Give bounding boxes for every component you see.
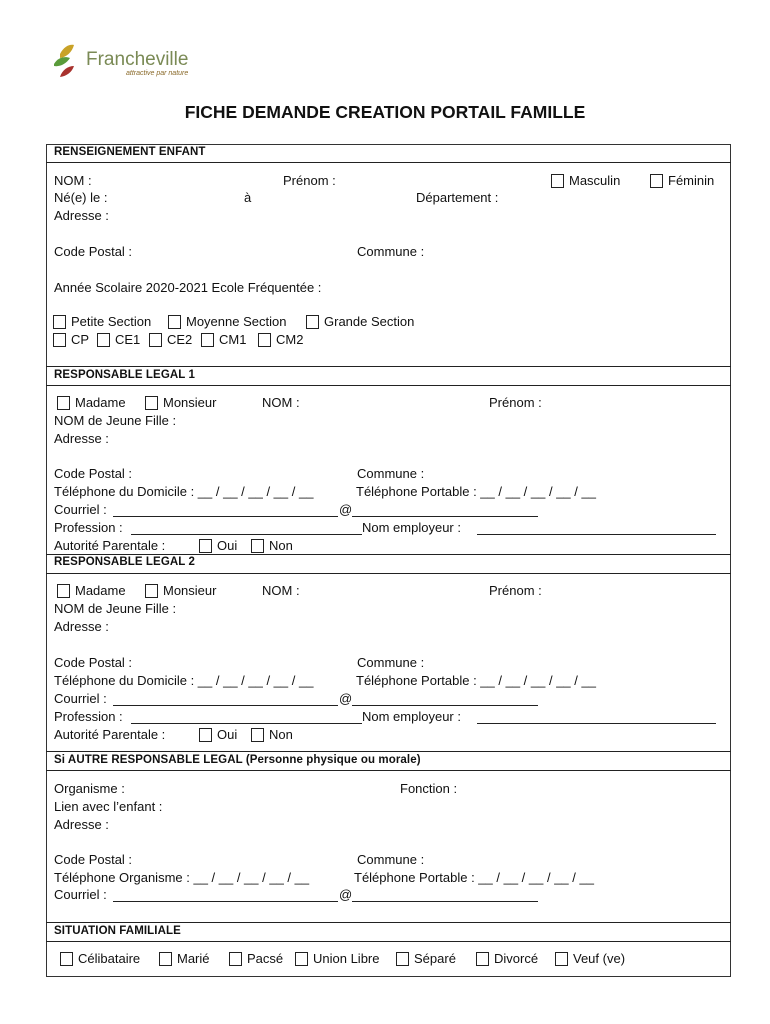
label-monsieur-2: Monsieur bbox=[163, 583, 217, 598]
section-header-resp2: RESPONSABLE LEGAL 2 bbox=[54, 556, 195, 568]
label-tel-organisme: Téléphone Organisme : __ / __ / __ / __ / __ bbox=[54, 870, 310, 885]
label-code-postal-1: Code Postal : bbox=[54, 466, 133, 481]
label-divorce: Divorcé bbox=[494, 951, 539, 966]
label-ne-le: Né(e) le : bbox=[54, 190, 108, 205]
divider bbox=[46, 573, 731, 574]
label-tel-domicile-1: Téléphone du Domicile : __ / __ / __ / __ / __ bbox=[54, 484, 314, 499]
checkbox-masculin[interactable] bbox=[551, 174, 564, 188]
profession-line-2[interactable] bbox=[131, 723, 362, 724]
label-nom: NOM : bbox=[54, 173, 92, 188]
checkbox-veuf[interactable] bbox=[555, 952, 568, 966]
label-courriel-1: Courriel : bbox=[54, 502, 107, 517]
logo-name: Francheville bbox=[86, 49, 189, 70]
section-header-enfant: RENSEIGNEMENT ENFANT bbox=[54, 146, 206, 158]
logo-tagline: attractive par nature bbox=[126, 70, 189, 77]
divider bbox=[46, 366, 731, 367]
courriel-line-1[interactable] bbox=[113, 516, 338, 517]
label-ce2: CE2 bbox=[167, 332, 193, 347]
checkbox-divorce[interactable] bbox=[476, 952, 489, 966]
checkbox-marie[interactable] bbox=[159, 952, 172, 966]
divider bbox=[46, 770, 731, 771]
checkbox-monsieur-2[interactable] bbox=[145, 584, 158, 598]
label-organisme: Organisme : bbox=[54, 781, 125, 796]
label-feminin: Féminin bbox=[668, 173, 715, 188]
label-cm2: CM2 bbox=[276, 332, 304, 347]
label-prenom-2: Prénom : bbox=[489, 583, 542, 598]
label-adresse-2: Adresse : bbox=[54, 619, 109, 634]
courriel-line-autre[interactable] bbox=[113, 901, 338, 902]
checkbox-madame-1[interactable] bbox=[57, 396, 70, 410]
label-profession-1: Profession : bbox=[54, 520, 123, 535]
section-header-resp1: RESPONSABLE LEGAL 1 bbox=[54, 369, 195, 381]
checkbox-cm1[interactable] bbox=[201, 333, 214, 347]
profession-line-1[interactable] bbox=[131, 534, 362, 535]
label-non-1: Non bbox=[269, 538, 293, 553]
courriel-domain-line-2[interactable] bbox=[352, 705, 538, 706]
divider bbox=[46, 385, 731, 386]
label-adresse-1: Adresse : bbox=[54, 431, 109, 446]
label-moyenne-section: Moyenne Section bbox=[186, 314, 287, 329]
label-nom-2: NOM : bbox=[262, 583, 300, 598]
label-prenom: Prénom : bbox=[283, 173, 336, 188]
label-annee-scolaire: Année Scolaire 2020-2021 Ecole Fréquentée : bbox=[54, 280, 322, 295]
label-courriel-autre: Courriel : bbox=[54, 887, 107, 902]
label-at-2: @ bbox=[339, 691, 353, 706]
label-code-postal: Code Postal : bbox=[54, 244, 133, 259]
label-autorite-2: Autorité Parentale : bbox=[54, 727, 166, 742]
divider bbox=[46, 941, 731, 942]
label-nom-1: NOM : bbox=[262, 395, 300, 410]
label-autorite-1: Autorité Parentale : bbox=[54, 538, 166, 553]
label-pacse: Pacsé bbox=[247, 951, 284, 966]
label-masculin: Masculin bbox=[569, 173, 621, 188]
section-header-situation: SITUATION FAMILIALE bbox=[54, 925, 181, 937]
label-separe: Séparé bbox=[414, 951, 456, 966]
label-code-postal-autre: Code Postal : bbox=[54, 852, 133, 867]
checkbox-pacse[interactable] bbox=[229, 952, 242, 966]
label-madame-2: Madame bbox=[75, 583, 126, 598]
divider bbox=[46, 554, 731, 555]
checkbox-ce1[interactable] bbox=[97, 333, 110, 347]
label-employeur-1: Nom employeur : bbox=[362, 520, 461, 535]
label-madame-1: Madame bbox=[75, 395, 126, 410]
checkbox-ce2[interactable] bbox=[149, 333, 162, 347]
label-oui-2: Oui bbox=[217, 727, 238, 742]
label-employeur-2: Nom employeur : bbox=[362, 709, 461, 724]
checkbox-moyenne-section[interactable] bbox=[168, 315, 181, 329]
label-marie: Marié bbox=[177, 951, 210, 966]
label-code-postal-2: Code Postal : bbox=[54, 655, 133, 670]
label-commune-1: Commune : bbox=[357, 466, 425, 481]
label-cm1: CM1 bbox=[219, 332, 247, 347]
employeur-line-2[interactable] bbox=[477, 723, 716, 724]
checkbox-non-2[interactable] bbox=[251, 728, 264, 742]
label-a: à bbox=[244, 190, 252, 205]
label-tel-domicile-2: Téléphone du Domicile : __ / __ / __ / __ / __ bbox=[54, 673, 314, 688]
checkbox-celibataire[interactable] bbox=[60, 952, 73, 966]
label-courriel-2: Courriel : bbox=[54, 691, 107, 706]
employeur-line-1[interactable] bbox=[477, 534, 716, 535]
label-adresse: Adresse : bbox=[54, 208, 109, 223]
label-prenom-1: Prénom : bbox=[489, 395, 542, 410]
label-tel-portable-1: Téléphone Portable : __ / __ / __ / __ / __ bbox=[356, 484, 596, 499]
checkbox-oui-1[interactable] bbox=[199, 539, 212, 553]
checkbox-non-1[interactable] bbox=[251, 539, 264, 553]
label-grande-section: Grande Section bbox=[324, 314, 415, 329]
checkbox-cp[interactable] bbox=[53, 333, 66, 347]
checkbox-oui-2[interactable] bbox=[199, 728, 212, 742]
label-union-libre: Union Libre bbox=[313, 951, 380, 966]
checkbox-separe[interactable] bbox=[396, 952, 409, 966]
label-tel-portable-2: Téléphone Portable : __ / __ / __ / __ / __ bbox=[356, 673, 596, 688]
divider bbox=[46, 751, 731, 752]
courriel-line-2[interactable] bbox=[113, 705, 338, 706]
courriel-domain-line-1[interactable] bbox=[352, 516, 538, 517]
label-veuf: Veuf (ve) bbox=[573, 951, 626, 966]
label-adresse-autre: Adresse : bbox=[54, 817, 109, 832]
label-commune-2: Commune : bbox=[357, 655, 425, 670]
checkbox-cm2[interactable] bbox=[258, 333, 271, 347]
divider bbox=[46, 922, 731, 923]
label-petite-section: Petite Section bbox=[71, 314, 152, 329]
label-at-1: @ bbox=[339, 502, 353, 517]
section-header-autre: Si AUTRE RESPONSABLE LEGAL (Personne physique ou morale) bbox=[54, 754, 421, 766]
logo bbox=[50, 44, 210, 84]
label-cp: CP bbox=[71, 332, 90, 347]
divider bbox=[46, 162, 731, 163]
checkbox-feminin[interactable] bbox=[650, 174, 663, 188]
label-oui-1: Oui bbox=[217, 538, 238, 553]
leaf-logo-icon bbox=[50, 44, 84, 80]
label-ce1: CE1 bbox=[115, 332, 141, 347]
label-fonction: Fonction : bbox=[400, 781, 458, 796]
label-tel-portable-autre: Téléphone Portable : __ / __ / __ / __ / __ bbox=[354, 870, 594, 885]
page-title: FICHE DEMANDE CREATION PORTAIL FAMILLE bbox=[184, 102, 586, 122]
label-commune: Commune : bbox=[357, 244, 425, 259]
label-departement: Département : bbox=[416, 190, 499, 205]
label-jeune-fille-1: NOM de Jeune Fille : bbox=[54, 413, 177, 428]
label-commune-autre: Commune : bbox=[357, 852, 425, 867]
courriel-domain-line-autre[interactable] bbox=[352, 901, 538, 902]
checkbox-grande-section[interactable] bbox=[306, 315, 319, 329]
checkbox-union-libre[interactable] bbox=[295, 952, 308, 966]
label-lien-enfant: Lien avec l’enfant : bbox=[54, 799, 163, 814]
label-jeune-fille-2: NOM de Jeune Fille : bbox=[54, 601, 177, 616]
label-celibataire: Célibataire bbox=[78, 951, 141, 966]
label-monsieur-1: Monsieur bbox=[163, 395, 217, 410]
checkbox-petite-section[interactable] bbox=[53, 315, 66, 329]
label-non-2: Non bbox=[269, 727, 293, 742]
label-at-autre: @ bbox=[339, 887, 353, 902]
checkbox-monsieur-1[interactable] bbox=[145, 396, 158, 410]
label-profession-2: Profession : bbox=[54, 709, 123, 724]
checkbox-madame-2[interactable] bbox=[57, 584, 70, 598]
